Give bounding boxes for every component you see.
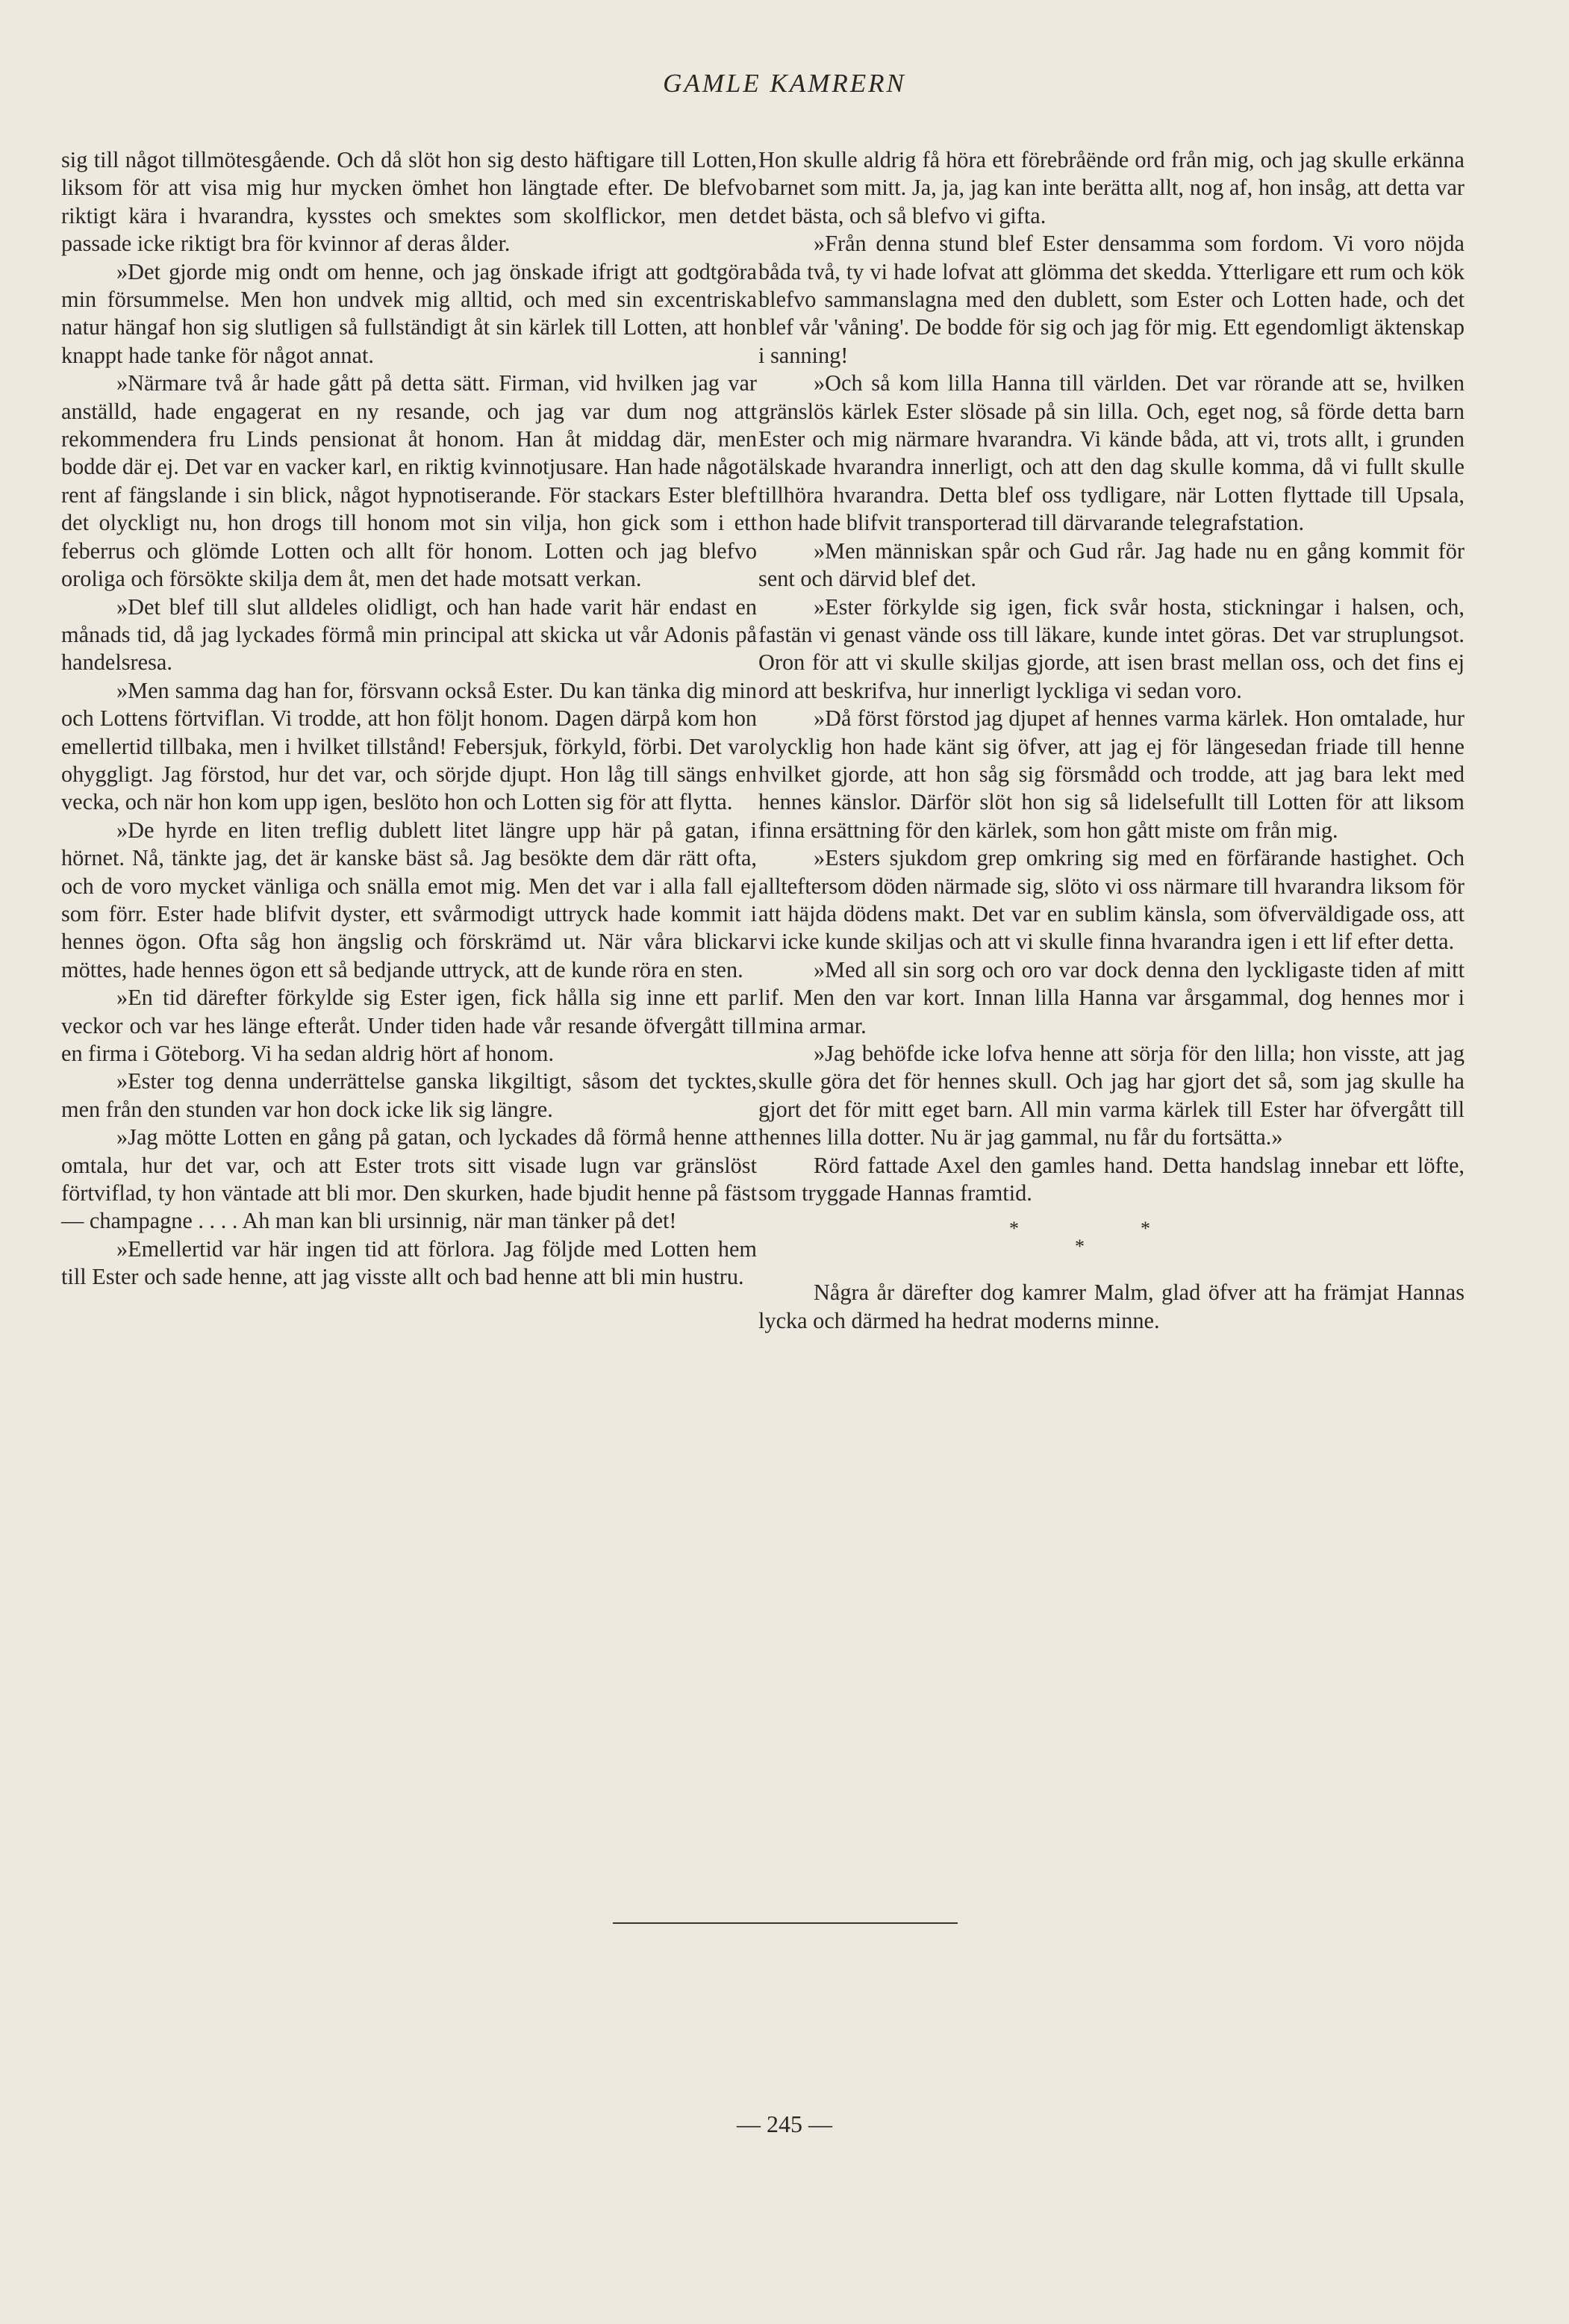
left-column — [61, 146, 757, 1292]
end-rule — [613, 1922, 958, 1924]
paragraph: »En tid därefter förkylde sig Ester igen, fick hålla sig inne ett par veckor och var hes länge efteråt. Under tiden hade vår resande öfvergått till en firma i Göteborg. Vi ha sedan aldrig hört af honom. — [61, 985, 757, 1066]
asterisk: * — [1141, 1218, 1150, 1240]
paragraph: »Det gjorde mig ondt om henne, och jag önskade ifrigt att godtgöra min försummelse. Men hon undvek mig alltid, och med sin excentriska natur hängaf hon sig slutligen så fullständigt åt sin kärlek till Lotten, att hon knappt hade tanke för något annat. — [61, 258, 757, 368]
asterisk: * — [1075, 1236, 1085, 1258]
paragraph: »Det blef till slut alldeles olidligt, och han hade varit här endast en månads tid, då jag lyckades förmå min principal att skicka ut vår Adonis på handelsresa. — [61, 594, 757, 676]
paragraph: »Närmare två år hade gått på detta sätt. Firman, vid hvilken jag var anställd, hade engagerat en ny resande, och jag var dum nog att rekommendera fru Linds pensionat åt honom. Han åt middag där, men bodde där ej. Det var en vacker karl, en riktig kvinnotjusare. Han hade något rent af fängslande i sin blick, något hypnotiserande. För stackars Ester blef det olyckligt nu, hon drogs till honom mot sin vilja, hon gick som i ett feberrus och glömde Lotten och allt för honom. Lotten och jag blefvo oroliga och försökte skilja dem åt, men det hade motsatt verkan. — [61, 370, 757, 592]
section-break-asterism — [758, 1215, 1464, 1259]
running-title: GAMLE KAMRERN — [663, 69, 906, 98]
paragraph: »Ester tog denna underrättelse ganska likgiltigt, såsom det tycktes, men från den stunden var hon dock icke lik sig längre. — [61, 1068, 757, 1122]
paragraph: »Med all sin sorg och oro var dock denna den lyckligaste tiden af mitt lif. Men den var kort. Innan lilla Hanna var årsgammal, dog hennes mor i mina armar. — [758, 956, 1464, 1038]
paragraph: »Emellertid var här ingen tid att förlora. Jag följde med Lotten hem till Ester och sade henne, att jag visste allt och bad henne att bli min hustru. — [61, 1236, 757, 1290]
paragraph: »Jag behöfde icke lofva henne att sörja för den lilla; hon visste, att jag skulle göra det för hennes skull. Och jag har gjort det så, som jag skulle ha gjort det för mitt eget barn. All min varma kärlek till Ester har öfvergått till hennes lilla dotter. Nu är jag gammal, nu får du fortsätta.» — [758, 1041, 1464, 1150]
paragraph: »Men människan spår och Gud rår. Jag hade nu en gång kommit för sent och därvid blef det. — [758, 538, 1464, 592]
right-column — [758, 146, 1464, 1335]
page-number: — 245 — — [737, 2110, 832, 2137]
closing-paragraph: Några år därefter dog kamrer Malm, glad öfver att ha främjat Hannas lycka och därmed ha hedrat moderns minne. — [758, 1280, 1464, 1333]
paragraph: »Från denna stund blef Ester densamma som fordom. Vi voro nöjda båda två, ty vi hade lofvat att glömma det skedda. Ytterligare ett rum och kök blefvo sammanslagna med den dublett, som Ester och Lotten hade, och det blef vår 'våning'. De bodde för sig och jag för mig. Ett egendomligt äktenskap i sanning! — [758, 231, 1464, 368]
paragraph: »Esters sjukdom grep omkring sig med en förfärande hastighet. Och allteftersom döden närmade sig, slöto vi oss närmare till hvarandra liksom för att häjda dödens makt. Det var en sublim känsla, som öfverväldigade oss, att vi icke kunde skiljas och att vi skulle finna hvarandra igen i ett lif efter detta. — [758, 845, 1464, 955]
paragraph: Hon skulle aldrig få höra ett förebråënde ord från mig, och jag skulle erkänna barnet som mitt. Ja, ja, jag kan inte berätta allt, nog af, hon insåg, att detta var det bästa, och så blefvo vi gifta. — [758, 147, 1464, 228]
paragraph: »Jag mötte Lotten en gång på gatan, och lyckades då förmå henne att omtala, hur det var, och att Ester trots sitt visade lugn var gränslöst förtviflad, ty hon väntade att bli mor. Den skurken, hade bjudit henne på fäst — champagne . . . . Ah man kan bli ursinnig, när man tänker på det! — [61, 1124, 757, 1234]
paragraph: Rörd fattade Axel den gamles hand. Detta handslag innebar ett löfte, som tryggade Hannas framtid. — [758, 1152, 1464, 1206]
paragraph: »Men samma dag han for, försvann också Ester. Du kan tänka dig min och Lottens förtviflan. Vi trodde, att hon följt honom. Dagen därpå kom hon emellertid tillbaka, men i hvilket tillstånd! Febersjuk, förkyld, förbi. Det var ohyggligt. Jag förstod, hur det var, och sörjde djupt. Hon låg till sängs en vecka, och när hon kom upp igen, beslöto hon och Lotten sig för att flytta. — [61, 677, 757, 815]
paragraph: »De hyrde en liten treflig dublett litet längre upp här på gatan, i hörnet. Nå, tänkte jag, det är kanske bäst så. Jag besökte dem där rätt ofta, och de voro mycket vänliga och snälla emot mig. Men det var i alla fall ej som förr. Ester hade blifvit dyster, ett svårmodigt uttryck hade kommit i hennes ögon. Ofta såg hon ängslig och förskrämd ut. När våra blickar möttes, hade hennes ögon ett så bedjande uttryck, att de kunde röra en sten. — [61, 817, 757, 982]
asterisk: * — [1009, 1218, 1019, 1240]
paragraph: »Då först förstod jag djupet af hennes varma kärlek. Hon omtalade, hur olycklig hon hade känt sig öfver, att jag ej för längesedan friade till henne hvilket gjorde, att hon såg sig försmådd och trodde, att jag bara lekt med hennes känslor. Därför slöt hon sig så lidelsefullt till Lotten för att liksom finna ersättning för den kärlek, som hon gått miste om från mig. — [758, 705, 1464, 843]
paragraph: sig till något tillmötesgående. Och då slöt hon sig desto häftigare till Lotten, liksom för att visa mig hur mycken ömhet hon längtade efter. De blefvo riktigt kära i hvarandra, kysstes och smektes som skolflickor, men det passade icke riktigt bra för kvinnor af deras ålder. — [61, 147, 757, 257]
paragraph: »Och så kom lilla Hanna till världen. Det var rörande att se, hvilken gränslös kärlek Ester slösade på sin lilla. Och, eget nog, så förde detta barn Ester och mig närmare hvarandra. Vi kände båda, att vi, trots allt, i grunden älskade hvarandra innerligt, och att den dag skulle komma, då vi fullt skulle tillhöra hvarandra. Detta blef oss tydligare, när Lotten flyttade till Upsala, hon hade blifvit transporterad till därvarande telegrafstation. — [758, 370, 1464, 536]
paragraph: »Ester förkylde sig igen, fick svår hosta, stickningar i halsen, och, fastän vi genast vände oss till läkare, kunde intet göras. Det var struplungsot. Oron för att vi skulle skiljas gjorde, att isen brast mellan oss, och det fins ej ord att beskrifva, hur innerligt lyckliga vi sedan voro. — [758, 594, 1464, 703]
